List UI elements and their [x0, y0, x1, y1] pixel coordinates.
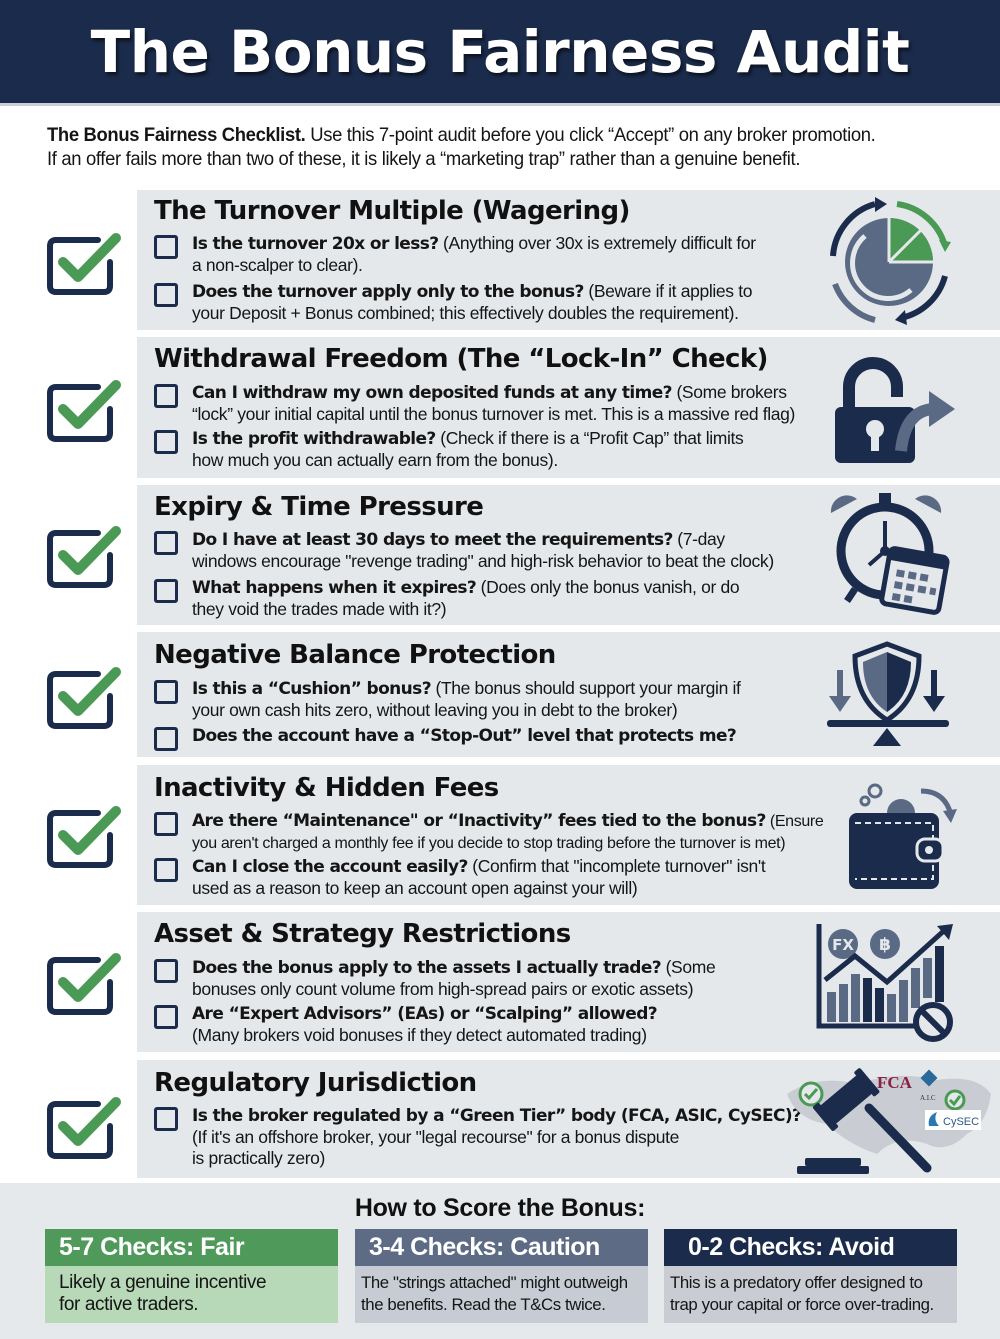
- question-bold: Can I withdraw my own deposited funds at any time?: [192, 383, 672, 403]
- score-tier-fair: [45, 1229, 338, 1323]
- checked-box-icon[interactable]: [46, 660, 122, 730]
- question-detail-2: you aren't charged a monthly fee if you decide to stop trading before the turnover is met): [192, 835, 786, 852]
- question-detail-2: used as a reason to keep an account open against your will): [192, 878, 638, 898]
- question-item: [154, 725, 736, 751]
- checkbox[interactable]: [154, 1005, 178, 1029]
- tier-heading: 3-4 Checks: Caution: [355, 1229, 648, 1266]
- page-title: The Bonus Fairness Audit: [90, 17, 910, 86]
- asic-label: A.I.C: [920, 1094, 936, 1102]
- question-bold: Are there “Maintenance" or “Inactivity” fees tied to the bonus?: [192, 811, 766, 831]
- checked-box-icon[interactable]: [46, 799, 122, 869]
- section-withdrawal: [0, 337, 1000, 478]
- question-item: [154, 281, 752, 324]
- checked-box-icon[interactable]: [46, 226, 122, 296]
- question-item: [154, 1003, 657, 1046]
- intro-text: [47, 124, 949, 172]
- question-detail-2: a non-scalper to clear).: [192, 255, 363, 275]
- question-item: [154, 1105, 801, 1169]
- section-panel: [137, 190, 1000, 330]
- intro-line-2: If an offer fails more than two of these, it is likely a “marketing trap” rather than a genuine benefit.: [47, 149, 801, 170]
- checkbox[interactable]: [154, 727, 178, 751]
- section-regulatory: [0, 1060, 1000, 1178]
- gavel-regulators-icon: [777, 1064, 997, 1176]
- section-panel: [137, 337, 1000, 478]
- question-bold: Is the profit withdrawable?: [192, 429, 436, 449]
- section-title: Regulatory Jurisdiction: [154, 1068, 477, 1098]
- section-panel: [137, 912, 1000, 1052]
- section-inactivity-fees: [0, 765, 1000, 905]
- restricted-chart-icon: [815, 922, 957, 1046]
- section-panel: [137, 1060, 1000, 1178]
- checkbox[interactable]: [154, 812, 178, 836]
- intro-lead-rest: Use this 7-point audit before you click “Accept” on any broker promotion.: [305, 125, 876, 146]
- tier-heading: 0-2 Checks: Avoid: [664, 1229, 957, 1266]
- tier-description: [45, 1266, 338, 1323]
- question-detail: (Check if there is a “Profit Cap” that limits: [435, 428, 744, 448]
- section-title: The Turnover Multiple (Wagering): [154, 196, 630, 226]
- question-detail: (Ensure: [765, 813, 824, 830]
- tier-line-1: This is a predatory offer designed to: [670, 1273, 923, 1292]
- score-tier-caution: [355, 1229, 648, 1323]
- checkbox[interactable]: [154, 235, 178, 259]
- tier-heading: 5-7 Checks: Fair: [45, 1229, 338, 1266]
- scoring-section: [0, 1183, 1000, 1339]
- question-bold: Does the account have a “Stop-Out” level that protects me?: [192, 726, 737, 746]
- question-item: [154, 233, 756, 276]
- question-bold: Does the bonus apply to the assets I actually trade?: [192, 958, 662, 978]
- alarm-clock-calendar-icon: [825, 491, 951, 623]
- question-detail-2: (Many brokers void bonuses if they detect automated trading): [192, 1025, 647, 1045]
- tier-description: [664, 1266, 957, 1323]
- checkbox[interactable]: [154, 283, 178, 307]
- section-asset-restrictions: [0, 912, 1000, 1052]
- question-detail-2: your Deposit + Bonus combined; this effectively doubles the requirement).: [192, 303, 739, 323]
- question-bold: Is the broker regulated by a “Green Tier” body (FCA, ASIC, CySEC)?: [192, 1106, 802, 1126]
- scoring-title: How to Score the Bonus:: [354, 1194, 646, 1222]
- section-turnover: [0, 190, 1000, 330]
- question-item: [154, 810, 823, 854]
- question-item: [154, 678, 741, 721]
- section-title: Inactivity & Hidden Fees: [154, 773, 499, 803]
- checked-box-icon[interactable]: [46, 519, 122, 589]
- question-bold: What happens when it expires?: [192, 578, 477, 598]
- checked-box-icon[interactable]: [46, 1090, 122, 1160]
- checkbox[interactable]: [154, 531, 178, 555]
- question-detail: (Confirm that "incomplete turnover" isn't: [467, 856, 766, 876]
- section-panel: [137, 485, 1000, 625]
- intro-lead: The Bonus Fairness Checklist.: [47, 125, 306, 146]
- question-detail: (The bonus should support your margin if: [430, 678, 741, 698]
- question-detail: (Does only the bonus vanish, or do: [476, 577, 740, 597]
- wallet-coins-icon: [845, 779, 965, 891]
- checkbox[interactable]: [154, 384, 178, 408]
- question-item: [154, 529, 774, 572]
- question-detail-2: bonuses only count volume from high-spread pairs or exotic assets): [192, 979, 694, 999]
- checkbox[interactable]: [154, 680, 178, 704]
- checkbox[interactable]: [154, 430, 178, 454]
- shield-balance-icon: [823, 640, 953, 754]
- checked-box-icon[interactable]: [46, 373, 122, 443]
- question-detail: (Some: [661, 957, 716, 977]
- question-detail-2: how much you can actually earn from the bonus).: [192, 450, 558, 470]
- question-detail-2: your own cash hits zero, without leaving you in debt to the broker): [192, 700, 678, 720]
- section-expiry: [0, 485, 1000, 625]
- tier-line-1: Likely a genuine incentive: [59, 1272, 267, 1293]
- fca-label: FCA: [877, 1073, 912, 1092]
- question-detail: (Some brokers: [671, 382, 787, 402]
- turnover-cycle-icon: [825, 196, 953, 326]
- question-item: [154, 957, 715, 1000]
- question-detail: (Anything over 30x is extremely difficult for: [438, 233, 756, 253]
- question-detail-2: they void the trades made with it?): [192, 599, 447, 619]
- question-item: [154, 856, 765, 899]
- header-banner: [0, 0, 1000, 106]
- section-title: Asset & Strategy Restrictions: [154, 919, 571, 949]
- question-item: [154, 382, 795, 425]
- question-detail: (Beware if it applies to: [583, 281, 753, 301]
- section-panel: [137, 632, 1000, 757]
- question-detail-2: (If it's an offshore broker, your "legal recourse" for a bonus dispute: [192, 1127, 680, 1147]
- question-detail: (7-day: [672, 529, 725, 549]
- section-panel: [137, 765, 1000, 905]
- tier-line-2: the benefits. Read the T&Cs twice.: [361, 1295, 606, 1314]
- checkbox[interactable]: [154, 579, 178, 603]
- question-bold: Does the turnover apply only to the bonus?: [192, 282, 584, 302]
- cysec-label: CySEC: [943, 1116, 980, 1128]
- question-bold: Do I have at least 30 days to meet the requirements?: [192, 530, 673, 550]
- question-item: [154, 428, 743, 471]
- tier-line-2: trap your capital or force over-trading.: [670, 1295, 934, 1314]
- section-negative-balance: [0, 632, 1000, 757]
- svg-text:FX: FX: [832, 936, 854, 954]
- checkbox[interactable]: [154, 858, 178, 882]
- tier-line-1: The "strings attached" might outweigh: [361, 1273, 628, 1292]
- svg-text:฿: ฿: [879, 935, 891, 955]
- checkbox[interactable]: [154, 1107, 178, 1131]
- checkbox[interactable]: [154, 959, 178, 983]
- tier-line-2: for active traders.: [59, 1294, 199, 1315]
- question-bold: Can I close the account easily?: [192, 857, 468, 877]
- question-bold: Are “Expert Advisors” (EAs) or “Scalping” allowed?: [192, 1004, 658, 1024]
- question-bold: Is the turnover 20x or less?: [192, 234, 439, 254]
- checked-box-icon[interactable]: [46, 946, 122, 1016]
- question-item: [154, 577, 739, 620]
- section-title: Withdrawal Freedom (The “Lock-In” Check): [154, 344, 768, 374]
- question-bold: Is this a “Cushion” bonus?: [192, 679, 431, 699]
- section-title: Negative Balance Protection: [154, 640, 556, 670]
- tier-description: [355, 1266, 648, 1323]
- unlocked-padlock-icon: [833, 357, 957, 467]
- question-detail-2: “lock” your initial capital until the bonus turnover is met. This is a massive red flag): [192, 404, 796, 424]
- question-detail-2: windows encourage "revenge trading" and high-risk behavior to beat the clock): [192, 551, 774, 571]
- question-detail-3: is practically zero): [192, 1148, 326, 1168]
- section-title: Expiry & Time Pressure: [154, 492, 484, 522]
- score-tier-avoid: [664, 1229, 957, 1323]
